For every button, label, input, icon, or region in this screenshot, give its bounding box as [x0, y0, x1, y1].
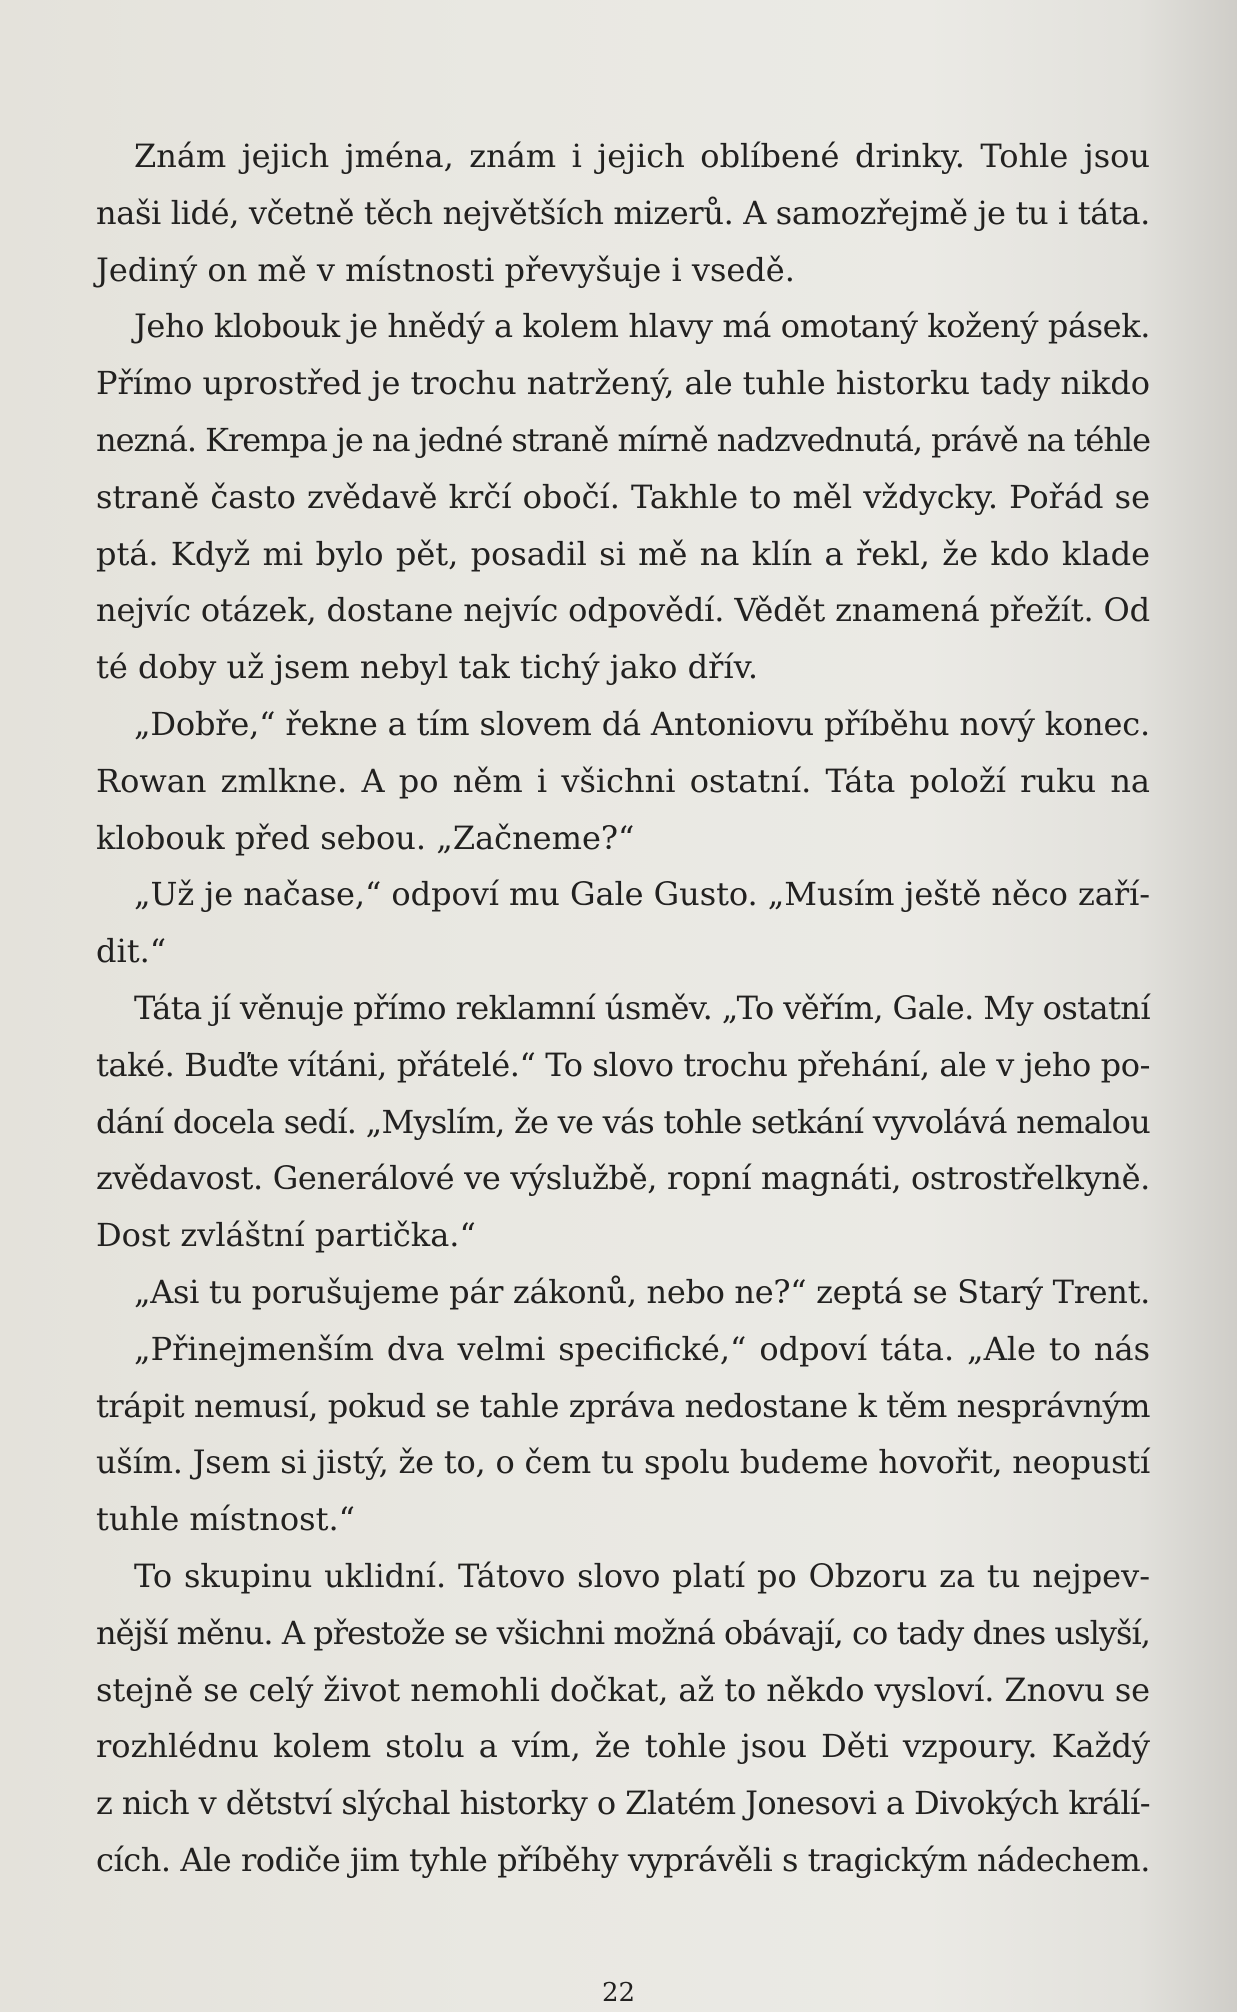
text-line: klobouk před sebou. „Začneme?“ [96, 818, 635, 857]
text-line: z nich v dětství slýchal historky o Zlatém Jonesovi a Divokých králí- [96, 1784, 1151, 1823]
text-line: trápit nemusí, pokud se tahle zpráva nedostane k těm nesprávným [96, 1386, 1150, 1425]
text-line: Rowan zmlkne. A po něm i všichni ostatní. Táta položí ruku na [96, 761, 1150, 800]
text-line: Jeho klobouk je hnědý a kolem hlavy má omotaný kožený pásek. [134, 307, 1151, 346]
text-line: Dost zvláštní partička.“ [96, 1216, 476, 1255]
paragraph [96, 866, 1150, 980]
text-line: „Asi tu porušujeme pár zákonů, nebo ne?“ zeptá se Starý Trent. [134, 1272, 1151, 1311]
page-number: 22 [601, 1978, 636, 2008]
body-text [96, 128, 1150, 1889]
text-line: stejně se celý život nemohli dočkat, až to někdo vysloví. Znovu se [96, 1670, 1151, 1709]
paragraph [96, 298, 1150, 696]
paragraph [96, 1264, 1150, 1321]
text-line: také. Buďte vítáni, přátelé.“ To slovo trochu přehání, ale v jeho po- [96, 1045, 1151, 1084]
text-line: rozhlédnu kolem stolu a vím, že tohle jsou Děti vzpoury. Každý [96, 1727, 1150, 1766]
text-line: Znám jejich jména, znám i jejich oblíbené drinky. Tohle jsou [134, 137, 1150, 175]
text-line: Přímo uprostřed je trochu natržený, ale tuhle historku tady nikdo [96, 364, 1151, 403]
text-line: dit.“ [96, 932, 167, 971]
text-line: zvědavost. Generálové ve výslužbě, ropní magnáti, ostrostřelkyně. [96, 1159, 1151, 1198]
text-line: „Přinejmenším dva velmi specifické,“ odpoví táta. „Ale to nás [134, 1329, 1150, 1368]
paragraph [96, 128, 1150, 298]
text-line: „Už je načase,“ odpoví mu Gale Gusto. „Musím ještě něco zaří- [134, 875, 1151, 914]
text-line: Táta jí věnuje přímo reklamní úsměv. „To věřím, Gale. My ostatní [134, 988, 1150, 1027]
text-line: ptá. Když mi bylo pět, posadil si mě na klín a řekl, že kdo klade [96, 534, 1150, 573]
paragraph [96, 980, 1150, 1264]
text-line: dání docela sedí. „Myslím, že ve vás tohle setkání vyvolává nemalou [96, 1102, 1151, 1141]
text-line: cích. Ale rodiče jim tyhle příběhy vyprávěli s tragickým nádechem. [96, 1840, 1151, 1879]
paragraph [96, 1321, 1150, 1548]
text-line: té doby už jsem nebyl tak tichý jako dřív. [96, 648, 759, 687]
text-line: straně často zvědavě krčí obočí. Takhle to měl vždycky. Pořád se [96, 477, 1150, 516]
text-line: To skupinu uklidní. Tátovo slovo platí po Obzoru za tu nejpev- [134, 1556, 1150, 1595]
text-line: nezná. Krempa je na jedné straně mírně nadzvednutá, právě na téhle [96, 420, 1150, 459]
text-line: naši lidé, včetně těch největších mizerů. A samozřejmě je tu i táta. [96, 193, 1151, 232]
paragraph [96, 696, 1150, 866]
text-line: uším. Jsem si jistý, že to, o čem tu spolu budeme hovořit, neopustí [96, 1443, 1151, 1482]
paragraph [96, 1548, 1150, 1889]
text-line: „Dobře,“ řekne a tím slovem dá Antoniovu příběhu nový konec. [134, 704, 1151, 743]
text-line: nější měnu. A přestože se všichni možná obávají, co tady dnes uslyší, [96, 1613, 1151, 1652]
text-line: nejvíc otázek, dostane nejvíc odpovědí. Vědět znamená přežít. Od [96, 591, 1150, 630]
text-line: Jediný on mě v místnosti převyšuje i vsedě. [96, 250, 795, 289]
text-line: tuhle místnost.“ [96, 1500, 355, 1539]
